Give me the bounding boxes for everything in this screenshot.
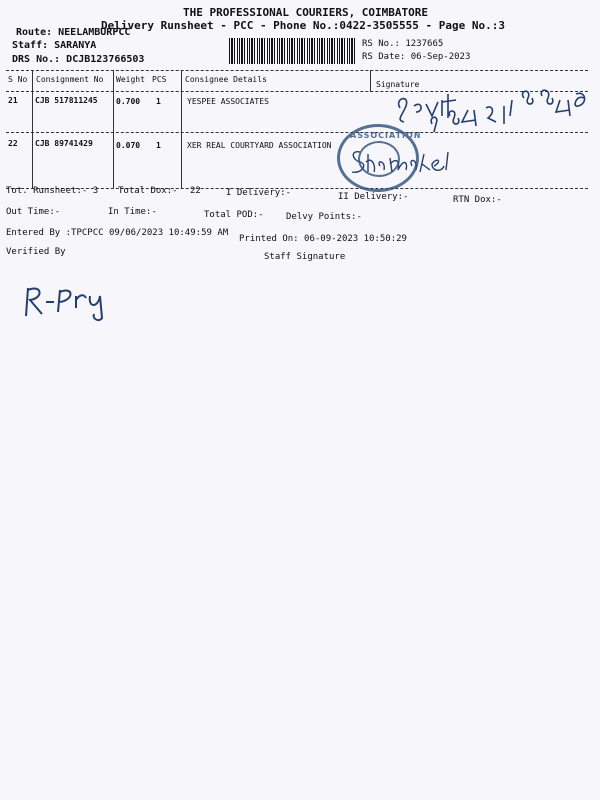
total-dox-value: 22 [190,186,201,196]
row-pcs: 1 [156,141,161,150]
total-dox-label: Total Dox:- [118,186,178,196]
total-runsheet: Tot. Runsheet:- 3 [6,186,99,196]
row-consignee: XER REAL COURTYARD ASSOCIATION [187,141,332,150]
row-sno: 22 [8,139,18,148]
row-consignee: YESPEE ASSOCIATES [187,97,269,106]
table-top-rule [6,70,588,71]
col-header-signature: Signature [376,80,420,89]
staff-name: Staff: SARANYA [12,40,97,51]
rtn-dox: RTN Dox:- [453,195,502,205]
col-header-pcs: PCS [152,75,167,84]
out-time: Out Time:- [6,207,61,217]
delivery-points: Delvy Points:- [286,212,362,222]
barcode [229,38,356,64]
in-time: In Time:- [108,207,157,217]
association-stamp [337,124,422,192]
staff-signature-label: Staff Signature [264,252,346,262]
row-sno: 21 [8,96,18,105]
total-pod: Total POD:- [204,210,264,220]
row-consignment: CJB 89741429 [35,139,93,148]
col-header-weight: Weight [116,75,145,84]
rs-date: RS Date: 06-Sep-2023 [362,52,471,62]
row-weight: 0.700 [116,97,141,106]
col-divider [370,70,371,92]
col-header-consignee: Consignee Details [185,75,267,84]
entered-by: Entered By :TPCPCC 09/06/2023 10:49:59 AM [6,228,229,238]
printed-on: Printed On: 06-09-2023 10:50:29 [239,234,407,244]
stamp-text: ASSOCIATION [350,131,422,140]
route: Route: NEELAMBURPCC [16,27,131,38]
col-header-sno: S No [8,75,28,84]
verified-by-label: Verified By [6,247,66,257]
handwritten-signature-verified [20,280,110,322]
col-divider [32,70,33,188]
handwritten-signature-row1 [392,86,592,134]
ii-delivery: II Delivery:- [338,192,409,202]
col-header-consignment: Consignment No [36,75,104,84]
company-name: THE PROFESSIONAL COURIERS, COIMBATORE [183,6,429,19]
drs-number: DRS No.: DCJB123766503 [12,54,145,65]
row-weight: 0.070 [116,141,141,150]
row-consignment: CJB 517811245 [35,96,98,105]
i-delivery: I Delivery:- [226,188,292,198]
stamp-inner-ring [358,141,400,177]
col-divider [181,70,182,188]
rs-number: RS No.: 1237665 [362,39,444,49]
runsheet-title: Delivery Runsheet - PCC - Phone No.:0422-3505555 - Page No.:3 [101,19,505,32]
row-pcs: 1 [156,97,161,106]
col-divider [113,70,114,188]
